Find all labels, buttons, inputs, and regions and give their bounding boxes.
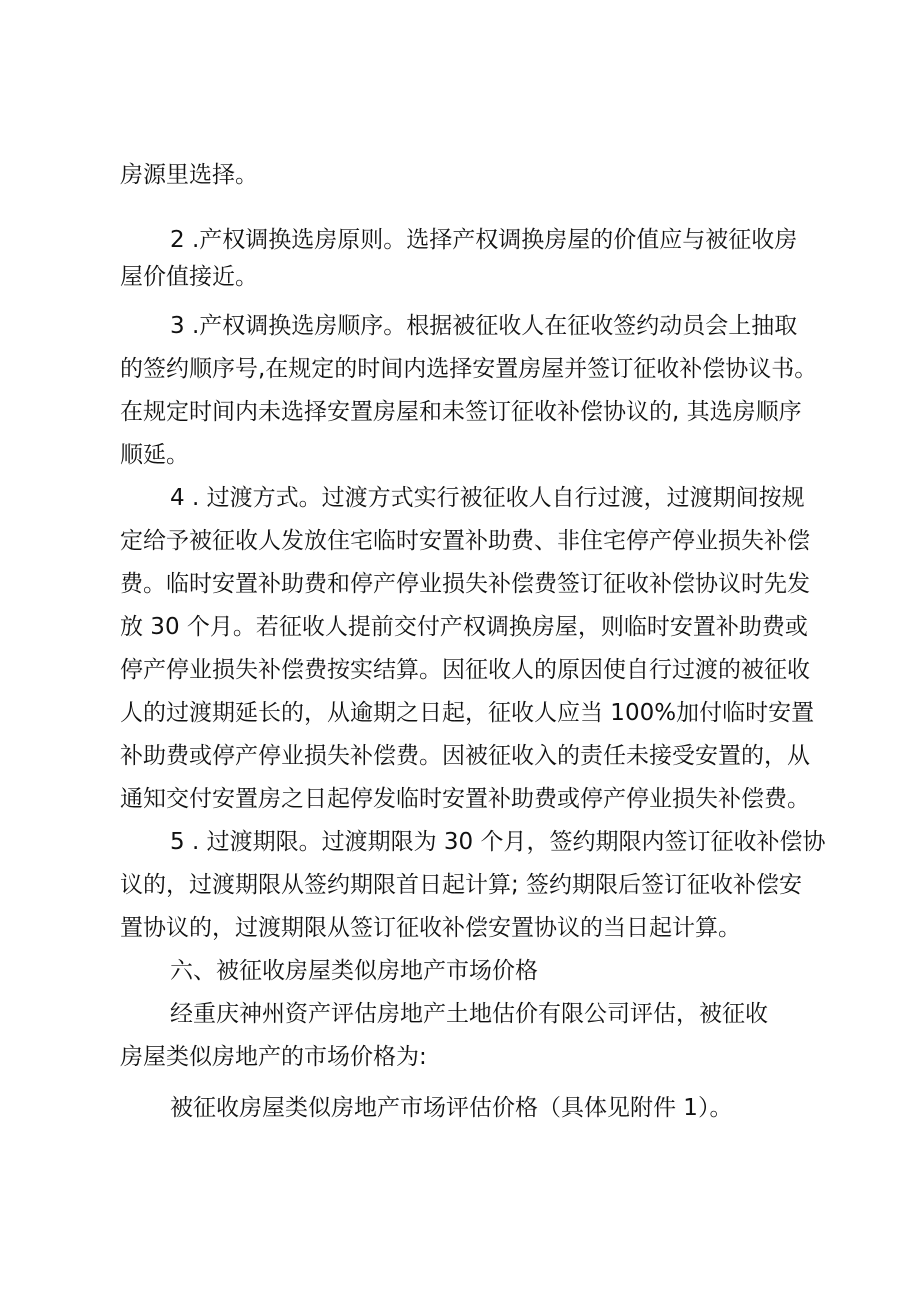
text-line: 人的过渡期延长的，从逾期之日起，征收人应当 100%加付临时安置 [120,700,815,726]
text-line: 的签约顺序号,在规定的时间内选择安置房屋并签订征收补偿协议书。 [120,356,818,382]
text-line: 房屋类似房地产的市场价格为: [120,1044,427,1070]
text-line: 补助费或停产停业损失补偿费。因被征收入的责任未接受安置的，从 [120,743,810,769]
section-heading: 六、被征收房屋类似房地产市场价格 [170,958,538,984]
text-line: 5 . 过渡期限。过渡期限为 30 个月，签约期限内签订征收补偿协 [170,829,826,855]
text-line: 被征收房屋类似房地产市场评估价格（具体见附件 1）。 [170,1095,733,1121]
text-line: 2 .产权调换选房原则。选择产权调换房屋的价值应与被征收房 [170,227,798,253]
text-line: 放 30 个月。若征收人提前交付产权调换房屋，则临时安置补助费或 [120,614,808,640]
text-line: 费。临时安置补助费和停产停业损失补偿费签订征收补偿协议时先发 [120,571,810,597]
text-line: 通知交付安置房之日起停发临时安置补助费或停产停业损失补偿费。 [120,786,810,812]
text-line: 屋价值接近。 [120,264,258,290]
text-line: 议的，过渡期限从签约期限首日起计算; 签约期限后签订征收补偿安 [120,872,803,898]
text-line: 经重庆神州资产评估房地产土地估价有限公司评估，被征收 [170,1001,768,1027]
text-line: 房源里选择。 [120,162,258,188]
text-line: 3 .产权调换选房顺序。根据被征收人在征收签约动员会上抽取 [170,313,798,339]
text-line: 4 . 过渡方式。过渡方式实行被征收人自行过渡，过渡期间按规 [170,485,805,511]
text-line: 在规定时间内未选择安置房屋和未签订征收补偿协议的, 其选房顺序 [120,399,802,425]
text-line: 顺延。 [120,442,189,468]
text-line: 停产停业损失补偿费按实结算。因征收人的原因使自行过渡的被征收 [120,657,810,683]
text-line: 定给予被征收人发放住宅临时安置补助费、非住宅停产停业损失补偿 [120,528,810,554]
text-line: 置协议的，过渡期限从签订征收补偿安置协议的当日起计算。 [120,915,741,941]
